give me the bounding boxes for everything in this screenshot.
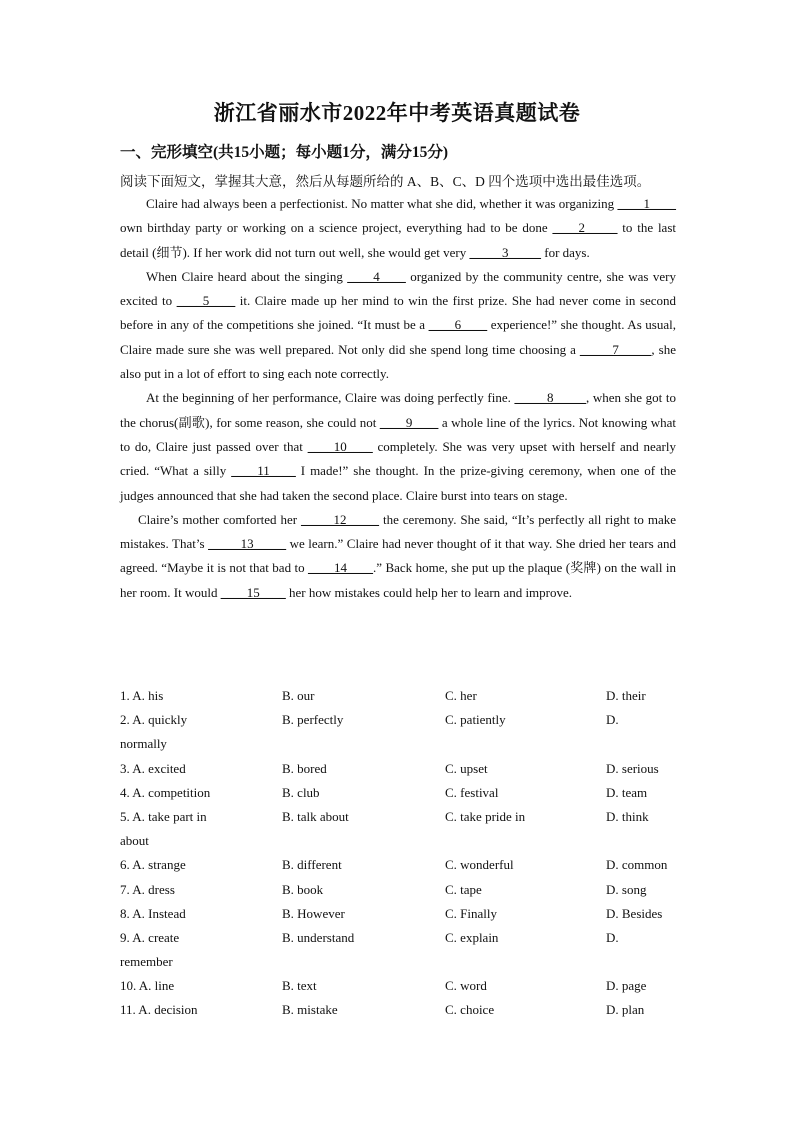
question-4-options: [120, 781, 680, 805]
option-a: 2. A. quickly: [120, 712, 188, 728]
question-6-options: [120, 853, 680, 877]
blank-12: _____12_____: [301, 511, 380, 527]
blank-9: ____9____: [379, 414, 439, 430]
blank-2: ____2_____: [552, 220, 618, 236]
blank-10: ____10____: [307, 438, 373, 454]
passage-text: a whole line of the lyrics. Not knowing what to do, Claire just passed over that: [120, 414, 676, 454]
passage-text: completely. She was very upset with herself and nearly cried. “What a silly: [120, 438, 676, 479]
option-d: D.: [606, 929, 619, 945]
question-11-options: [120, 998, 680, 1022]
question-3-options: [120, 757, 680, 781]
option-c: C. her: [445, 688, 477, 703]
option-d-wrap: remember: [120, 954, 173, 970]
blank-6: ____6____: [428, 317, 488, 333]
option-a: 4. A. competition: [120, 784, 211, 800]
blank-5: ____5____: [176, 293, 236, 309]
question-5-options: [120, 805, 680, 853]
option-d-wrap: normally: [120, 736, 167, 752]
option-d: D. serious: [606, 760, 659, 776]
option-b: B. perfectly: [282, 712, 344, 728]
option-b: B. bored: [282, 760, 327, 776]
option-b: B. talk about: [282, 808, 349, 824]
option-d: D. think: [606, 808, 649, 824]
option-d: D. their: [606, 688, 646, 703]
option-a: 11. A. decision: [120, 1002, 198, 1018]
option-c: C. choice: [445, 1002, 495, 1018]
question-10-options: [120, 974, 680, 998]
option-b: B. understand: [282, 929, 355, 945]
blank-7: _____7_____: [579, 341, 652, 357]
passage-text: her how mistakes could help her to learn and improve.: [285, 584, 573, 600]
paragraph-4: [120, 508, 676, 605]
option-c: C. upset: [445, 760, 488, 776]
option-c: C. festival: [445, 784, 499, 800]
option-a: 10. A. line: [120, 978, 175, 994]
passage-text: it. Claire made up her mind to win the first prize. She had never come in second before in any of the competitions she joined. “It must be a: [120, 293, 676, 333]
option-b: B. mistake: [282, 1002, 338, 1018]
passage-text: we learn.” Claire had never thought of it that way. She dried her tears and agreed. “Maybe it is not that bad to: [120, 536, 676, 576]
option-b: B. text: [282, 978, 317, 994]
passage-text: When Claire heard about the singing: [146, 268, 348, 284]
question-7-options: [120, 878, 680, 902]
option-a: 8. A. Instead: [120, 905, 186, 921]
blank-11: ____11____: [231, 463, 296, 479]
option-c: C. patiently: [445, 712, 506, 728]
section-heading: 一、完形填空(共15小题；每小题1分，满分15分): [120, 144, 449, 161]
option-c: C. word: [445, 978, 487, 994]
option-d: D. song: [606, 881, 647, 897]
option-c: C. tape: [445, 881, 482, 897]
option-b: B. However: [282, 905, 345, 921]
blank-3: _____3_____: [469, 244, 541, 260]
blank-8: _____8_____: [514, 390, 586, 406]
passage-text: , when she got to the chorus(副歌), for some reason, she could not: [120, 390, 676, 430]
paragraph-3: [120, 386, 676, 507]
option-d: D.: [606, 712, 619, 728]
page-title: 浙江省丽水市2022年中考英语真题试卷: [213, 101, 581, 125]
blank-4: ____4____: [347, 268, 406, 284]
option-d: D. Besides: [606, 905, 663, 921]
instructions: 阅读下面短文，掌握其大意，然后从每题所给的 A、B、C、D 四个选项中选出最佳选项。: [120, 174, 651, 189]
question-8-options: [120, 902, 680, 926]
option-a: 7. A. dress: [120, 881, 175, 897]
option-d: D. plan: [606, 1002, 645, 1018]
passage-text: own birthday party or working on a science project, everything had to be done: [120, 220, 553, 236]
blank-13: _____13_____: [208, 536, 287, 552]
passage-text: for days.: [540, 244, 590, 260]
option-c: C. take pride in: [445, 808, 526, 824]
option-c: C. Finally: [445, 905, 498, 921]
options-list: [120, 684, 680, 1023]
option-b: B. club: [282, 784, 320, 800]
option-a: 3. A. excited: [120, 760, 186, 776]
paragraph-1: [120, 192, 676, 265]
option-a: 5. A. take part in: [120, 808, 207, 824]
passage-text: Claire had always been a perfectionist. No matter what she did, whether it was organizing: [146, 196, 618, 211]
option-b: B. our: [282, 688, 315, 703]
option-a-wrap: about: [120, 833, 149, 849]
option-d: D. team: [606, 784, 648, 800]
passage-text: I made!” she thought. In the prize-giving ceremony, when one of the judges announced that she had taken the second place. Claire burst into tears on stage.: [120, 463, 676, 503]
option-b: B. different: [282, 857, 342, 873]
option-c: C. explain: [445, 929, 499, 945]
passage-text: experience!” she thought. As usual, Claire made sure she was well prepared. Not only did she spend long time choosing a: [120, 317, 676, 357]
passage-text: to the last detail (细节). If her work did not turn out well, she would get very: [120, 220, 676, 260]
paragraph-2: [120, 265, 676, 386]
question-2-options: [120, 708, 680, 756]
passage: [120, 192, 676, 605]
blank-15: ____15____: [220, 584, 286, 600]
passage-text: .” Back home, she put up the plaque (奖牌) on the wall in her room. It would: [120, 560, 677, 600]
option-b: B. book: [282, 881, 324, 897]
passage-text: , she also put in a lot of effort to sing each note correctly.: [120, 341, 676, 382]
option-a: 1. A. his: [120, 688, 164, 703]
blank-14: ____14____: [308, 560, 374, 576]
passage-text: the ceremony. She said, “It’s perfectly all right to make mistakes. That’s: [120, 511, 676, 552]
option-d: D. common: [606, 857, 668, 873]
question-9-options: [120, 926, 680, 974]
option-d: D. page: [606, 978, 647, 994]
question-1-options: [120, 684, 680, 708]
passage-text: organized by the community centre, she was very excited to: [120, 268, 676, 309]
blank-1: ____1____: [617, 196, 676, 211]
passage-text: At the beginning of her performance, Claire was doing perfectly fine.: [146, 390, 515, 406]
option-a: 6. A. strange: [120, 857, 186, 873]
passage-text: Claire’s mother comforted her: [138, 511, 302, 527]
option-c: C. wonderful: [445, 857, 514, 873]
option-a: 9. A. create: [120, 929, 180, 945]
